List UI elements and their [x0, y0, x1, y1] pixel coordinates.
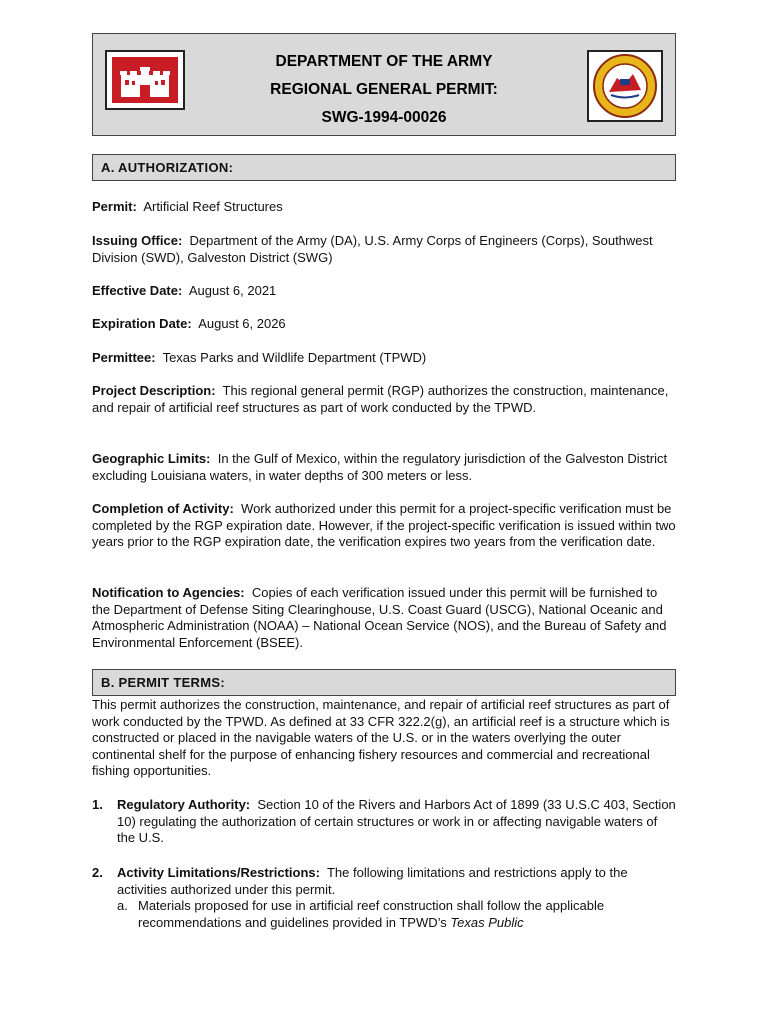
district-seal-logo [587, 50, 663, 122]
regulatory-authority-value: Section 10 of the Rivers and Harbors Act of 1899 (33 U.S.C 403, Section 10) regulating the authorization of certain structures or work in or affecting navigable waters of the U.S. [117, 797, 676, 846]
sub-item-materials [117, 898, 678, 931]
list-item-activity-limitations [92, 865, 678, 931]
materials-text: Materials proposed for use in artificial reef construction shall follow the applicable recommendations and guidelines provided in TPWD’s [138, 898, 605, 930]
permit-field [92, 199, 678, 216]
activity-limitations-label: Activity Limitations/Restrictions: [117, 865, 320, 880]
permittee-label: Permittee: [92, 350, 156, 365]
list-item-number: 2. [92, 865, 103, 880]
list-item-regulatory-authority [92, 797, 678, 847]
permit-label: Permit: [92, 199, 137, 214]
section-a-heading: A. AUTHORIZATION: [92, 154, 676, 181]
title-line-3: SWG-1994-00026 [321, 109, 447, 126]
activity-limitations-value: The following limitations and restrictions apply to the activities authorized under this permit. [117, 865, 628, 897]
effective-date-label: Effective Date: [92, 283, 183, 298]
completion-of-activity-field [92, 501, 678, 551]
permit-terms-intro: This permit authorizes the construction, maintenance, and repair of artificial reef structures as part of work conducted by the TPWD. As defined at 33 CFR 322.2(g), an artificial reef is a structure which is constructed or placed in the navigable waters of the U.S. or in the waters overlying the outer continental shelf for the purpose of enhancing fishery resources and commercial and recreational fishing opportunities. [92, 697, 670, 779]
project-description-label: Project Description: [92, 383, 216, 398]
geographic-limits-label: Geographic Limits: [92, 451, 211, 466]
issuing-office-field [92, 233, 678, 266]
sub-item-letter: a. [117, 898, 128, 914]
project-description-field [92, 383, 678, 416]
list-item-number: 1. [92, 797, 103, 812]
issuing-office-label: Issuing Office: [92, 233, 183, 248]
issuing-office-value: Department of the Army (DA), U.S. Army Corps of Engineers (Corps), Southwest Division (SWD), Galveston District (SWG) [92, 233, 653, 265]
completion-of-activity-value: Work authorized under this permit for a project-specific verification must be completed by the RGP expiration date. However, if the project-specific verification is issued within two years prior to the RGP expiration date, the verification expires two years from the verification date. [92, 501, 676, 550]
title-line-2: REGIONAL GENERAL PERMIT: [270, 81, 498, 98]
expiration-date-value: August 6, 2026 [198, 316, 286, 331]
permit-value: Artificial Reef Structures [143, 199, 283, 214]
materials-italic-title: Texas Public [450, 914, 524, 930]
project-description-value: This regional general permit (RGP) authorizes the construction, maintenance, and repair of artificial reef structures as part of work conducted by the TPWD. [92, 383, 669, 415]
document-header [92, 33, 676, 136]
district-seal-icon [589, 52, 661, 120]
expiration-date-label: Expiration Date: [92, 316, 192, 331]
title-line-1: DEPARTMENT OF THE ARMY [275, 53, 493, 70]
notification-to-agencies-label: Notification to Agencies: [92, 585, 245, 600]
notification-to-agencies-field [92, 585, 678, 651]
effective-date-value: August 6, 2021 [188, 283, 277, 298]
notification-to-agencies-value: Copies of each verification issued under this permit will be furnished to the Department of Defense Siting Clearinghouse, U.S. Coast Guard (USCG), National Oceanic and Atmospheric Administration (NOAA) – National Ocean Service (NOS), and the Bureau of Safety and Environmental Enforcement (BSEE). [92, 585, 667, 650]
completion-of-activity-label: Completion of Activity: [92, 501, 234, 516]
permittee-value: Texas Parks and Wildlife Department (TPWD) [162, 350, 427, 365]
section-b-heading: B. PERMIT TERMS: [92, 669, 676, 696]
geographic-limits-value: In the Gulf of Mexico, within the regulatory jurisdiction of the Galveston District excluding Louisiana waters, in water depths of 300 meters or less. [92, 451, 668, 483]
geographic-limits-field [92, 451, 678, 484]
effective-date-field [92, 283, 678, 300]
permittee-field [92, 350, 678, 367]
regulatory-authority-label: Regulatory Authority: [117, 797, 251, 812]
expiration-date-field [92, 316, 678, 333]
